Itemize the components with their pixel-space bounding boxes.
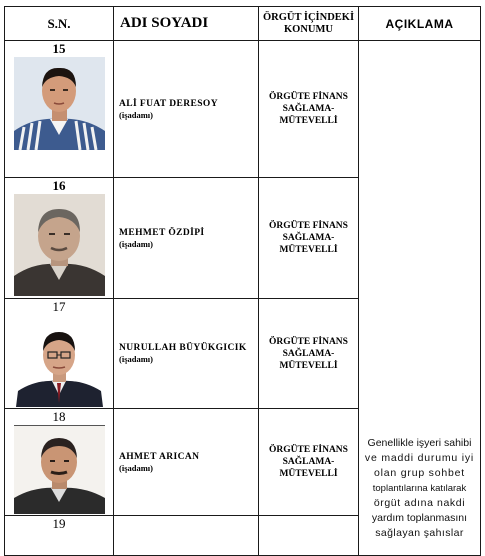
- person-name: AHMET ARICAN: [119, 451, 200, 462]
- role-cell: [259, 516, 359, 556]
- person-name: NURULLAH BÜYÜKGICIK: [119, 343, 247, 353]
- name-cell: [114, 41, 259, 178]
- role-line2: SAĞLAMA-: [282, 457, 335, 467]
- role-line3: MÜTEVELLİ: [279, 469, 338, 479]
- role-line2: SAĞLAMA-: [282, 233, 335, 243]
- role-cell: [259, 299, 359, 409]
- role-line2: SAĞLAMA-: [282, 348, 335, 359]
- portrait-photo: [14, 315, 105, 407]
- members-table-frame: [4, 6, 480, 539]
- header-sn: S.N.: [5, 7, 114, 41]
- description-line5: örgüt adına nakdi: [373, 497, 466, 509]
- description-line2: ve maddi durumu iyi: [364, 452, 475, 464]
- name-cell: [114, 409, 259, 516]
- row-number: 16: [52, 178, 66, 193]
- role-line1: ÖRGÜTE FİNANS: [269, 92, 348, 102]
- person-occupation: (işadamı): [119, 238, 153, 249]
- sn-cell: [5, 516, 114, 556]
- description-line7: sağlayan şahıslar: [375, 527, 464, 539]
- sn-cell: [5, 299, 114, 409]
- role-line2: SAĞLAMA-: [282, 104, 335, 114]
- description-line3: olan grup sohbet: [373, 467, 466, 479]
- portrait-photo: [14, 194, 105, 296]
- row-number: 18: [52, 409, 66, 424]
- person-occupation: (işadamı): [119, 354, 153, 364]
- role-cell: [259, 178, 359, 299]
- role-line3: MÜTEVELLİ: [279, 245, 338, 255]
- role-line3: MÜTEVELLİ: [279, 116, 338, 126]
- portrait-photo: [14, 425, 105, 514]
- role-line1: ÖRGÜTE FİNANS: [269, 221, 348, 231]
- role-cell: [259, 409, 359, 516]
- header-row: [5, 7, 481, 41]
- header-role: [259, 7, 359, 41]
- row-number: 19: [52, 516, 66, 531]
- role-line3: MÜTEVELLİ: [279, 360, 338, 371]
- person-occupation: (işadamı): [119, 109, 153, 120]
- description-cell: [359, 41, 481, 556]
- person-occupation: (işadamı): [119, 462, 153, 473]
- sn-cell: [5, 178, 114, 299]
- role-cell: [259, 41, 359, 178]
- header-role-line2: KONUMU: [284, 23, 333, 35]
- sn-cell: [5, 409, 114, 516]
- row-number: 15: [52, 41, 66, 56]
- role-line1: ÖRGÜTE FİNANS: [269, 336, 348, 347]
- row-number: 17: [52, 299, 66, 314]
- person-name: MEHMET ÖZDİPİ: [119, 227, 205, 238]
- sn-cell: [5, 41, 114, 178]
- portrait-photo: [14, 57, 105, 150]
- description-line1: Genellikle işyeri sahibi: [367, 437, 472, 449]
- name-cell: [114, 516, 259, 556]
- header-name: ADI SOYADI: [114, 7, 259, 41]
- members-table: [4, 6, 481, 556]
- name-cell: [114, 299, 259, 409]
- table-row: [5, 41, 481, 178]
- description-line4: toplantılarına katılarak: [372, 483, 467, 494]
- description-line6: yardım toplanmasını: [371, 512, 468, 524]
- person-name: ALİ FUAT DERESOY: [119, 98, 218, 109]
- header-description: AÇIKLAMA: [359, 7, 481, 41]
- name-cell: [114, 178, 259, 299]
- header-role-line1: ÖRGÜT İÇİNDEKİ: [262, 11, 355, 23]
- role-line1: ÖRGÜTE FİNANS: [269, 445, 348, 455]
